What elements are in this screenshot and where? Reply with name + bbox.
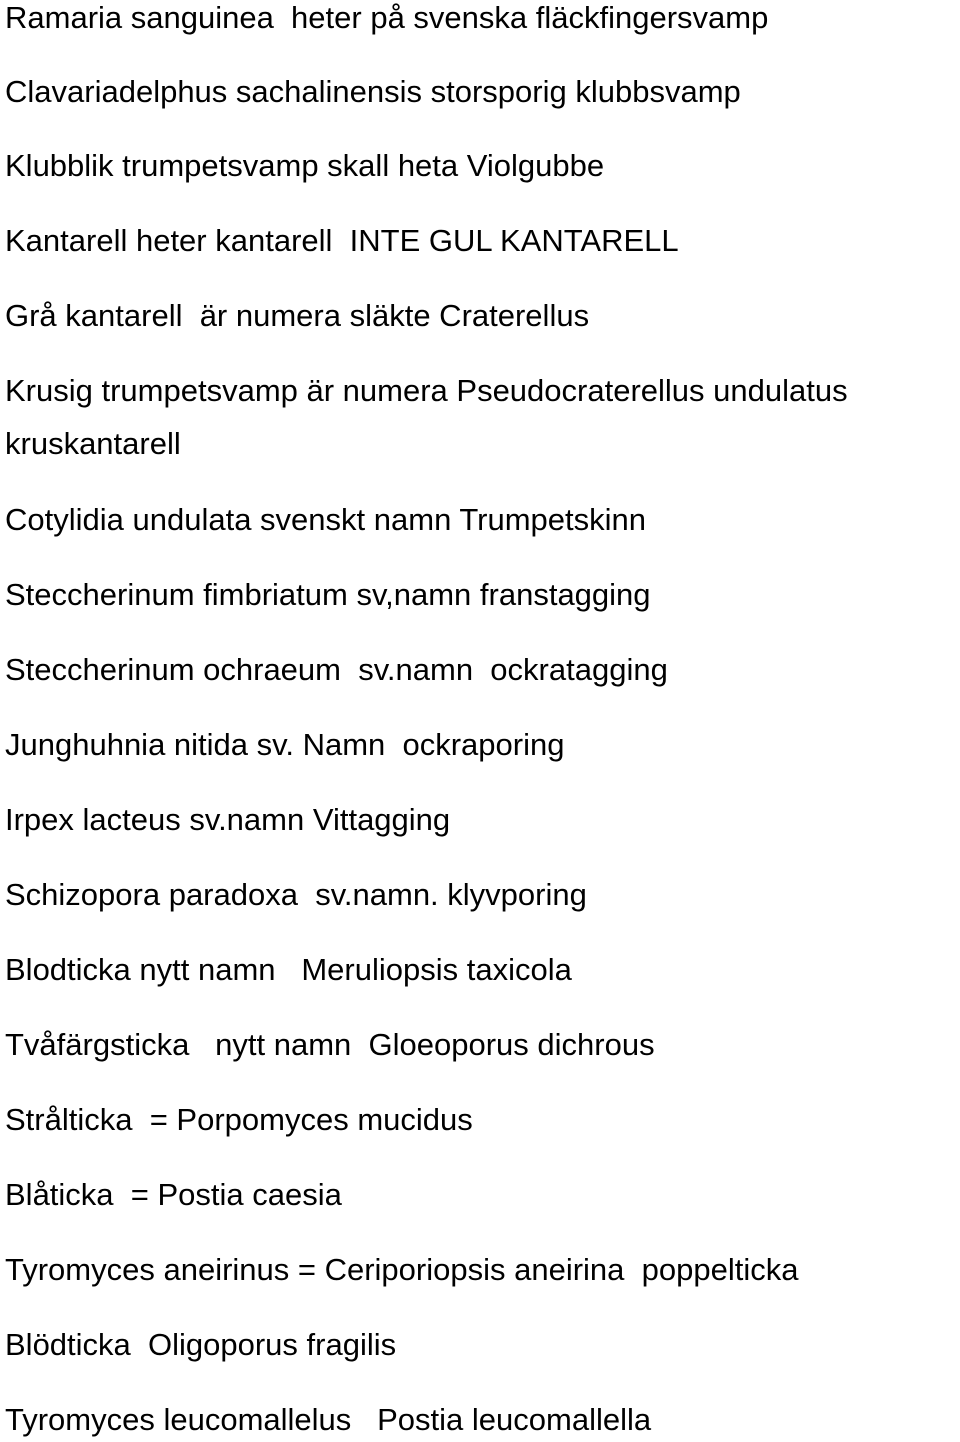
text-line: Irpex lacteus sv.namn Vittagging: [5, 802, 451, 837]
text-line: Cotylidia undulata svenskt namn Trumpetskinn: [5, 502, 646, 537]
text-line: Kantarell heter kantarell INTE GUL KANTARELL: [5, 223, 679, 258]
text-line: kruskantarell: [5, 426, 181, 461]
text-line: Grå kantarell är numera släkte Craterellus: [5, 298, 590, 333]
text-line: Blödticka Oligoporus fragilis: [5, 1327, 397, 1362]
text-line: Tvåfärgsticka nytt namn Gloeoporus dichrous: [5, 1027, 655, 1062]
text-line: Blodticka nytt namn Meruliopsis taxicola: [5, 952, 572, 987]
text-line: Schizopora paradoxa sv.namn. klyvporing: [5, 877, 587, 912]
text-line: Tyromyces aneirinus = Ceriporiopsis aneirina poppelticka: [5, 1252, 799, 1287]
text-line: Tyromyces leucomallelus Postia leucomallella: [5, 1402, 652, 1437]
text-line: Blåticka = Postia caesia: [5, 1177, 342, 1212]
text-line: Junghuhnia nitida sv. Namn ockraporing: [5, 727, 565, 762]
text-line: Ramaria sanguinea heter på svenska fläckfingersvamp: [5, 0, 769, 35]
text-line: Klubblik trumpetsvamp skall heta Violgubbe: [5, 148, 605, 183]
text-line: Steccherinum ochraeum sv.namn ockratagging: [5, 652, 668, 687]
text-line: Clavariadelphus sachalinensis storsporig klubbsvamp: [5, 74, 741, 109]
text-line: Strålticka = Porpomyces mucidus: [5, 1102, 473, 1137]
text-line: Steccherinum fimbriatum sv,namn franstagging: [5, 577, 651, 612]
text-line: Krusig trumpetsvamp är numera Pseudocraterellus undulatus: [5, 373, 848, 408]
